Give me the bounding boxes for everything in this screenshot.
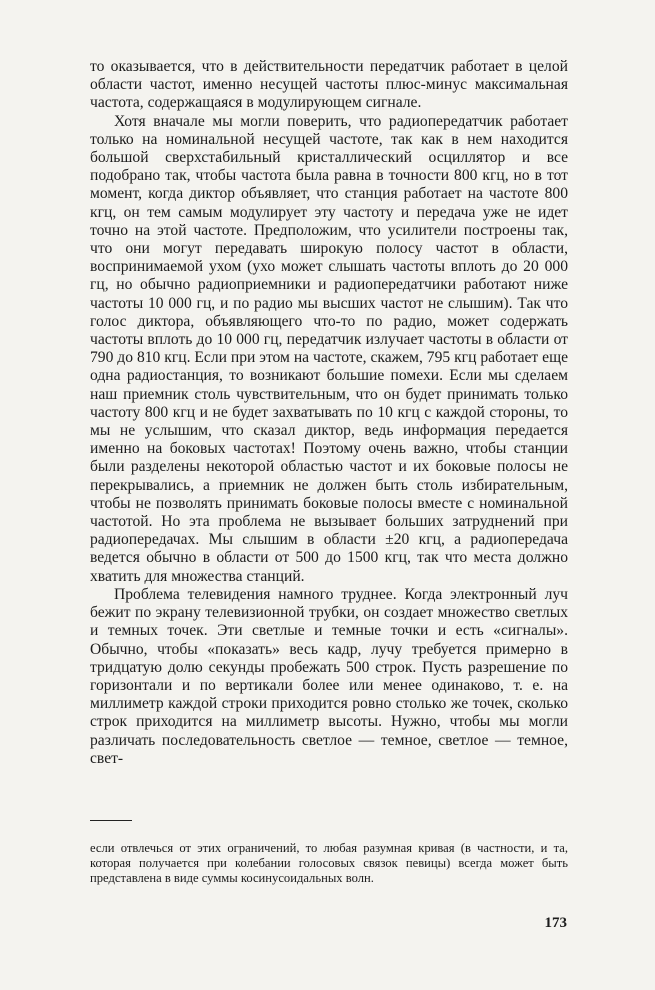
footnote: если отвлечься от этих ограничений, то любая разумная кривая (в частности, и та, которая получается при колебании голосовых связок певицы) всегда может быть представлена в виде суммы косинусоидальных волн.: [90, 840, 568, 886]
body-text: [90, 58, 568, 768]
paragraph-radio-transmitter: Хотя вначале мы могли поверить, что радиопередатчик работает только на номинальной несущей частоте, так как в нем находится большой сверхстабильный кристаллический осциллятор и все подобрано так, чтобы частота была равна в точности 800 кгц, но в тот момент, когда диктор объявляет, что станция работает на частоте 800 кгц, он тем самым модулирует эту частоту и передача уже не идет точно на этой частоте. Предположим, что усилители построены так, что они могут передавать широкую полосу частот в области, воспринимаемой ухом (ухо может слышать частоты вплоть до 20 000 гц, но обычно радиоприемники и радиопередатчики работают ниже частоты 10 000 гц, и по радио мы высших частот не слышим). Так что голос диктора, объявляющего что-то по радио, может содержать частоты вплоть до 10 000 гц, передатчик излучает частоты в области от 790 до 810 кгц. Если при этом на частоте, скажем, 795 кгц работает еще одна радиостанция, то возникают большие помехи. Если мы сделаем наш приемник столь чувствительным, что он будет принимать только частоту 800 кгц и не будет захватывать по 10 кгц с каждой стороны, то мы не услышим, что сказал диктор, ведь информация передается именно на боковых частотах! Поэтому очень важно, чтобы станции были разделены некоторой областью частот и их боковые полосы не перекрывались, а приемник не должен быть столь избирательным, чтобы не позволять принимать боковые полосы вместе с номинальной частотой. Но эта проблема не вызывает больших затруднений при радиопередачах. Мы слышим в области ±20 кгц, а радиопередача ведется обычно в области от 500 до 1500 кгц, так что места должно хватить для множества станций.: [90, 112, 568, 585]
footnote-divider: [90, 820, 132, 821]
paragraph-television: Проблема телевидения намного труднее. Когда электронный луч бежит по экрану телевизионной трубки, он создает множество светлых и темных точек. Эти светлые и темные точки и есть «сигналы». Обычно, чтобы «показать» весь кадр, лучу требуется примерно в тридцатую долю секунды пробежать 500 строк. Пусть разрешение по горизонтали и по вертикали более или менее одинаково, т. е. на миллиметр каждой строки приходится ровно столько же точек, сколько строк приходится на миллиметр высоты. Нужно, чтобы мы могли различать последовательность светлое — темное, светлое — темное, свет-: [90, 585, 568, 767]
paragraph-continuation: то оказывается, что в действительности передатчик работает в целой области частот, именно несущей частоты плюс-минус максимальная частота, содержащаяся в модулирующем сигнале.: [90, 58, 568, 112]
page-number: 173: [544, 915, 567, 931]
